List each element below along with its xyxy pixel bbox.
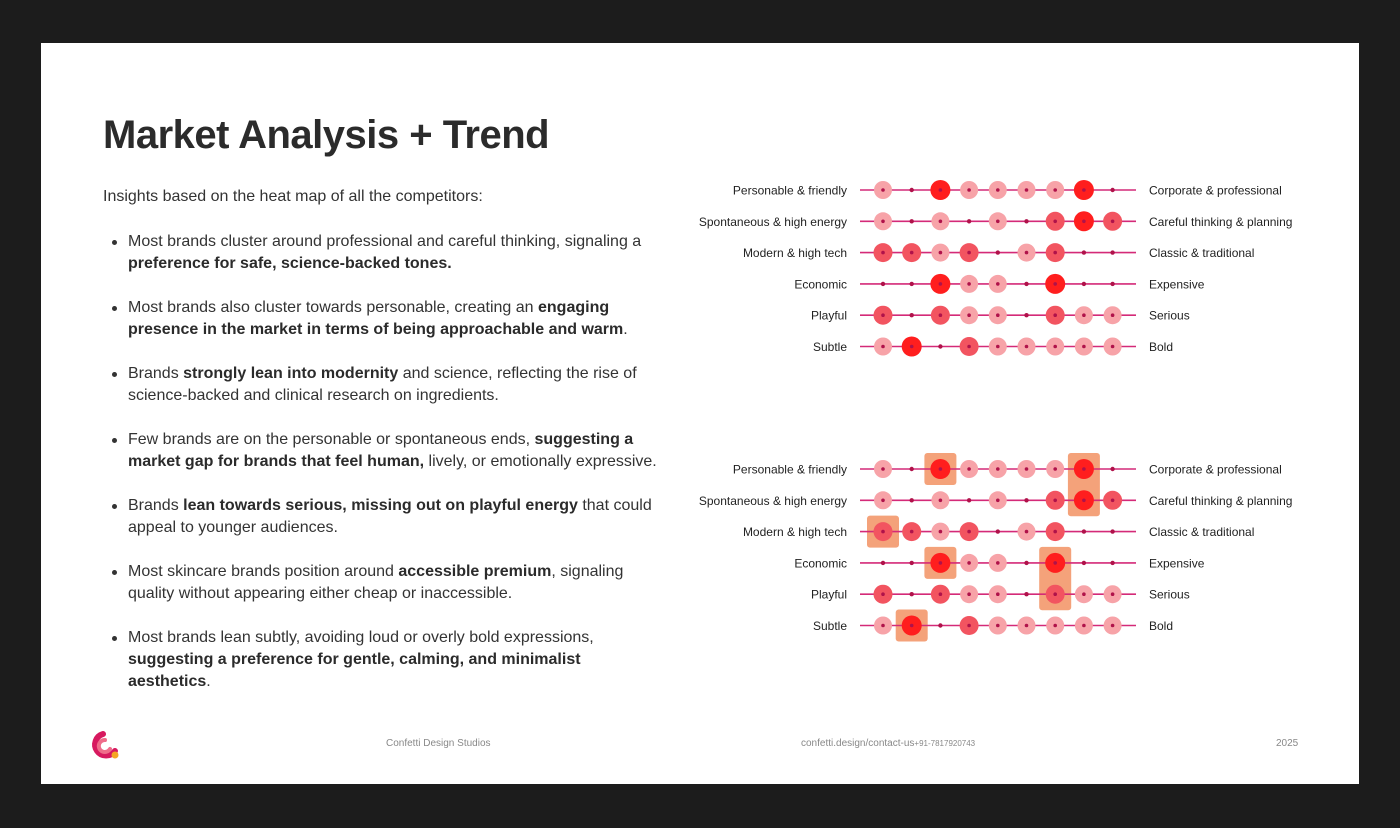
heat-dot-center [1053, 251, 1057, 255]
axis-label-left: Economic [794, 556, 847, 571]
heat-dot-center [1053, 561, 1057, 565]
confetti-logo-icon [89, 729, 121, 761]
heat-dot-center [967, 592, 971, 596]
heat-dot-center [1053, 282, 1057, 286]
heat-dot-center [881, 282, 885, 286]
heat-dot-center [1053, 220, 1057, 224]
heat-dot-center [910, 624, 914, 628]
heat-dot-center [939, 499, 943, 503]
heat-dot-center [910, 498, 914, 502]
heat-dot-center [967, 530, 971, 534]
heat-dot-center [1110, 282, 1114, 286]
heat-dot-center [1025, 530, 1029, 534]
heat-dot-center [1025, 467, 1029, 471]
heat-dot-center [910, 251, 914, 255]
heat-dot-center [1111, 220, 1115, 224]
heat-dot-center [1111, 592, 1115, 596]
heat-dot-center [967, 561, 971, 565]
axis-label-right: Serious [1149, 308, 1190, 323]
axis-label-left: Economic [794, 277, 847, 292]
axis-label-left: Modern & high tech [742, 246, 847, 261]
heat-dot-center [910, 561, 914, 565]
heat-dot-center [967, 467, 971, 471]
insights-list [103, 231, 663, 715]
insight-item: Brands lean towards serious, missing out on playful energy that could appeal to younger audiences. [103, 495, 663, 539]
heat-dot-center [1025, 251, 1029, 255]
heat-dot-center [939, 561, 943, 565]
insight-item: Most brands cluster around professional and careful thinking, signaling a preference for safe, science-backed tones. [103, 231, 663, 275]
heat-dot-center [938, 344, 942, 348]
axis-label-right: Bold [1149, 619, 1174, 633]
heat-dot-center [1053, 345, 1057, 349]
heat-dot-center [1111, 624, 1115, 628]
heat-dot-center [910, 530, 914, 534]
heat-dot-center [1082, 592, 1086, 596]
heat-dot-center [939, 251, 943, 255]
heat-dot-center [967, 624, 971, 628]
heat-dot-center [1053, 592, 1057, 596]
heat-dot-center [996, 624, 1000, 628]
heat-dot-center [910, 282, 914, 286]
axis-label-right: Careful thinking & planning [1149, 493, 1293, 508]
heat-dot-center [996, 561, 1000, 565]
heat-dot-center [910, 467, 914, 471]
heat-dot-center [1025, 345, 1029, 349]
heat-dot-center [1024, 561, 1028, 565]
heat-dot-center [996, 592, 1000, 596]
heat-dot-center [939, 530, 943, 534]
page-title: Market Analysis + Trend [103, 113, 550, 157]
footer-studio: Confetti Design Studios [386, 738, 491, 749]
heat-dot-center [881, 499, 885, 503]
heat-dot-center [910, 592, 914, 596]
heat-dot-center [996, 499, 1000, 503]
axis-label-right: Corporate & professional [1149, 462, 1282, 477]
heat-dot-center [939, 282, 943, 286]
axis-label-left: Playful [810, 587, 847, 602]
axis-label-right: Classic & traditional [1149, 246, 1255, 261]
heat-dot-center [881, 592, 885, 596]
axis-label-left: Personable & friendly [732, 462, 847, 477]
heat-dot-center [1111, 499, 1115, 503]
insight-item: Most brands lean subtly, avoiding loud or overly bold expressions, suggesting a preference for gentle, calming, and minimalist aesthetics. [103, 627, 663, 693]
heat-dot-center [881, 251, 885, 255]
heat-dot-center [967, 498, 971, 502]
axis-label-left: Spontaneous & high energy [698, 214, 847, 229]
footer-contact [801, 738, 975, 749]
heat-dot-center [1082, 313, 1086, 317]
heat-dot-center [1082, 467, 1086, 471]
heat-dot-center [1110, 561, 1114, 565]
insight-item: Brands strongly lean into modernity and science, reflecting the rise of science-backed and clinical research on ingredients. [103, 363, 663, 407]
heat-dot-center [910, 188, 914, 192]
footer-contact-link[interactable]: confetti.design/contact-us [801, 738, 915, 749]
heat-dot-center [910, 313, 914, 317]
heat-dot-center [1082, 250, 1086, 254]
heat-dot-center [1053, 624, 1057, 628]
heat-dot-center [1053, 499, 1057, 503]
heat-dot-center [1024, 592, 1028, 596]
heat-dot-center [939, 592, 943, 596]
heat-dot-center [996, 282, 1000, 286]
heat-dot-center [939, 467, 943, 471]
heat-dot-center [1025, 188, 1029, 192]
heat-dot-center [967, 282, 971, 286]
heat-dot-center [1082, 188, 1086, 192]
heat-dot-center [996, 313, 1000, 317]
footer-phone: +91-7817920743 [914, 739, 976, 748]
heat-dot-center [967, 188, 971, 192]
axis-label-right: Classic & traditional [1149, 525, 1255, 540]
heat-dot-center [1082, 220, 1086, 224]
heat-dot-center [910, 345, 914, 349]
axis-label-right: Expensive [1149, 556, 1205, 571]
heat-dot-center [996, 467, 1000, 471]
slide [41, 43, 1359, 784]
heat-dot-center [996, 250, 1000, 254]
heat-dot-center [1053, 313, 1057, 317]
heat-dot-center [967, 313, 971, 317]
heat-dot-center [1110, 467, 1114, 471]
heat-dot-center [1082, 529, 1086, 533]
heat-dot-center [881, 624, 885, 628]
heat-dot-center [1082, 499, 1086, 503]
axis-label-left: Personable & friendly [732, 183, 847, 198]
heat-dot-center [1053, 530, 1057, 534]
heat-dot-center [939, 188, 943, 192]
heat-dot-center [967, 251, 971, 255]
heat-dot-center [881, 345, 885, 349]
axis-label-left: Playful [810, 308, 847, 323]
heat-dot-center [938, 623, 942, 627]
heat-dot-center [881, 188, 885, 192]
heat-dot-center [1053, 188, 1057, 192]
axis-label-left: Subtle [812, 340, 847, 354]
heat-dot-center [967, 345, 971, 349]
footer-year: 2025 [1276, 738, 1299, 749]
heat-dot-center [1111, 345, 1115, 349]
heat-dot-center [1082, 282, 1086, 286]
heat-dot-center [1024, 219, 1028, 223]
intro-text: Insights based on the heat map of all the competitors: [103, 188, 483, 205]
heatmap-charts [661, 163, 1341, 663]
heat-dot-center [1110, 529, 1114, 533]
heat-dot-center [1111, 313, 1115, 317]
axis-label-right: Serious [1149, 587, 1190, 602]
heat-dot-center [939, 313, 943, 317]
heat-dot-center [1024, 498, 1028, 502]
heat-dot-center [996, 529, 1000, 533]
heat-dot-center [910, 219, 914, 223]
axis-label-right: Bold [1149, 340, 1174, 354]
heat-dot-center [996, 220, 1000, 224]
insight-item: Most skincare brands position around accessible premium, signaling quality without appearing either cheap or inaccessible. [103, 561, 663, 605]
heat-dot-center [1082, 561, 1086, 565]
heat-dot-center [881, 220, 885, 224]
heat-dot-center [881, 467, 885, 471]
axis-label-right: Corporate & professional [1149, 183, 1282, 198]
heat-dot-center [1024, 282, 1028, 286]
heat-dot-center [1024, 313, 1028, 317]
heat-dot-center [1110, 188, 1114, 192]
heat-dot-center [1053, 467, 1057, 471]
heat-dot-center [1082, 624, 1086, 628]
heat-dot-center [881, 561, 885, 565]
axis-label-right: Careful thinking & planning [1149, 214, 1293, 229]
axis-label-left: Subtle [812, 619, 847, 633]
heat-dot-center [996, 188, 1000, 192]
heat-dot-center [967, 219, 971, 223]
axis-label-left: Modern & high tech [742, 525, 847, 540]
insight-item: Most brands also cluster towards personable, creating an engaging presence in the market in terms of being approachable and warm. [103, 297, 663, 341]
heat-dot-center [939, 220, 943, 224]
heat-dot-center [881, 313, 885, 317]
axis-label-left: Spontaneous & high energy [698, 493, 847, 508]
heat-dot-center [1025, 624, 1029, 628]
insight-item: Few brands are on the personable or spontaneous ends, suggesting a market gap for brands that feel human, lively, or emotionally expressive. [103, 429, 663, 473]
axis-label-right: Expensive [1149, 277, 1205, 292]
heat-dot-center [1082, 345, 1086, 349]
heat-dot-center [1110, 250, 1114, 254]
heat-dot-center [881, 530, 885, 534]
heat-dot-center [996, 345, 1000, 349]
